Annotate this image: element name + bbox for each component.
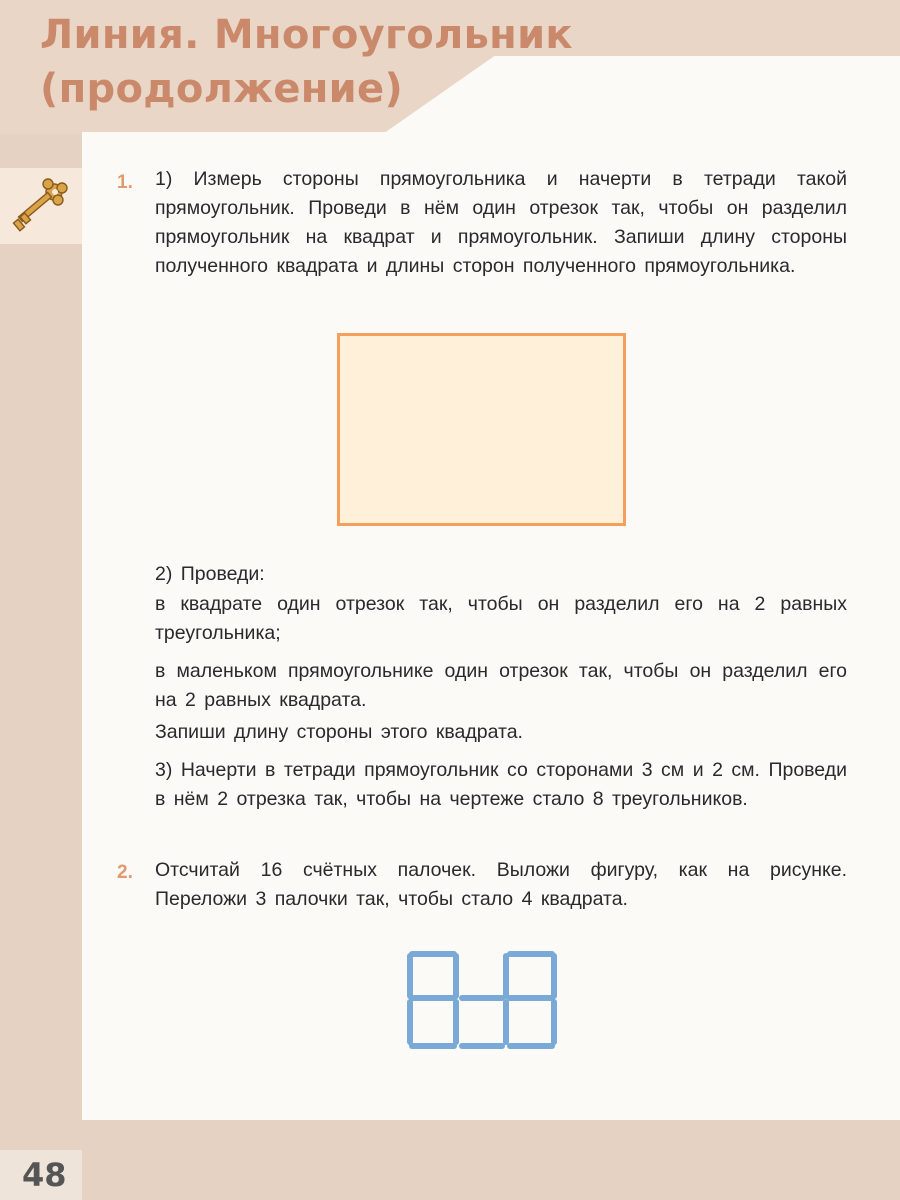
- counting-sticks-figure: [402, 946, 562, 1056]
- task1-part2-item2: в маленьком прямоугольнике один отрезок так, чтобы он разделил его на 2 равных квадрата.: [155, 660, 847, 711]
- page-number: 48: [22, 1156, 67, 1194]
- task1-part2-item1: в квадрате один отрезок так, чтобы он разделил его на 2 равных треугольника;: [155, 593, 847, 644]
- task1-part2-heading: 2) Проведи:: [155, 563, 265, 585]
- task1-number: 1.: [117, 172, 133, 193]
- task2-text: Отсчитай 16 счётных палочек. Выложи фигуру, как на рисунке. Переложи 3 палочки так, чтобы стало 4 квадрата.: [155, 859, 847, 910]
- key-badge: [0, 168, 82, 244]
- page-title: [40, 8, 573, 116]
- key-icon: [8, 174, 74, 240]
- task1-part3-text: 3) Начерти в тетради прямоугольник со сторонами 3 см и 2 см. Проведи в нём 2 отрезка так, чтобы на чертеже стало 8 треугольников.: [155, 759, 847, 810]
- task1-part1-text: 1) Измерь стороны прямоугольника и начерти в тетради такой прямоугольник. Проведи в нём один отрезок так, чтобы он разделил прямоугольник на квадрат и прямоугольник. Запиши длину стороны полученного квадрата и длины сторон полученного прямоугольника.: [155, 168, 847, 277]
- bottom-margin: [82, 1120, 900, 1200]
- task2-number: 2.: [117, 862, 133, 883]
- page-number-box: [0, 1150, 82, 1200]
- page-title-line1: Линия. Многоугольник: [40, 12, 573, 58]
- task1-part2-item3: Запиши длину стороны этого квадрата.: [155, 721, 523, 743]
- rectangle-figure: [337, 333, 626, 526]
- page-title-line2: (продолжение): [40, 66, 404, 112]
